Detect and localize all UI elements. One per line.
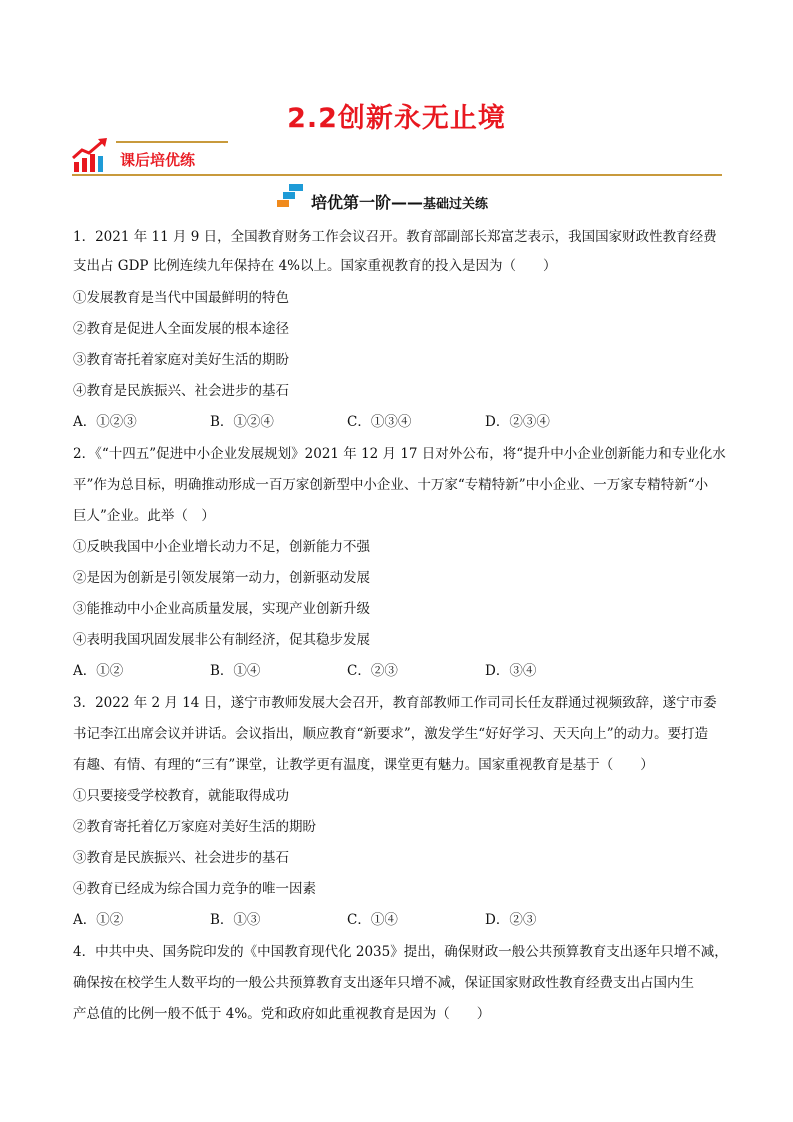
banner-bottom-rule <box>72 174 722 176</box>
option-b[interactable]: B．①④ <box>210 663 261 679</box>
question-stem-line: 平”作为总目标，明确推动形成一百万家创新型中小企业、十万家“专精特新”中小企业、一万家专精特新“小 <box>73 477 709 493</box>
statement: ①发展教育是当代中国最鲜明的特色 <box>73 290 289 306</box>
section-heading-text <box>311 190 488 213</box>
question-stem-line: 有趣、有情、有理的“三有”课堂，让教学更有温度，课堂更有魅力。国家重视教育是基于（ ） <box>73 757 654 773</box>
question-stem-line: 产总值的比例一般不低于 4%。党和政府如此重视教育是因为（ ） <box>73 1006 491 1022</box>
option-b[interactable]: B．①③ <box>210 912 261 928</box>
option-d[interactable]: D．②③④ <box>485 414 550 430</box>
statement: ④教育是民族振兴、社会进步的基石 <box>73 383 289 399</box>
section-sub: 基础过关练 <box>423 197 489 212</box>
option-b[interactable]: B．①②④ <box>210 414 274 430</box>
section-heading <box>275 182 575 210</box>
statement: ②是因为创新是引领发展第一动力，创新驱动发展 <box>73 570 370 586</box>
option-a[interactable]: A．①② <box>73 912 124 928</box>
statement: ②教育是促进人全面发展的根本途径 <box>73 321 289 337</box>
option-a[interactable]: A．①② <box>73 663 124 679</box>
option-d[interactable]: D．②③ <box>485 912 537 928</box>
option-c[interactable]: C．①③④ <box>347 414 412 430</box>
banner-top-rule <box>116 141 228 143</box>
rising-chart-icon <box>72 138 110 174</box>
section-banner <box>72 138 722 178</box>
banner-label: 课后培优练 <box>120 151 196 169</box>
question-stem-line: 3．2022 年 2 月 14 日，遂宁市教师发展大会召开，教育部教师工作司司长任友群通过视频致辞，遂宁市委 <box>73 695 717 711</box>
statement: ①只要接受学校教育，就能取得成功 <box>73 788 289 804</box>
option-a[interactable]: A．①②③ <box>73 414 137 430</box>
question-stem-line: 确保按在校学生人数平均的一般公共预算教育支出逐年只增不减，保证国家财政性教育经费支出占国内生 <box>73 975 694 991</box>
option-d[interactable]: D．③④ <box>485 663 537 679</box>
question-stem-line: 支出占 GDP 比例连续九年保持在 4%以上。国家重视教育的投入是因为（ ） <box>73 258 557 274</box>
question-stem-line: 书记李江出席会议并讲话。会议指出，顺应教育“新要求”，激发学生“好好学习、天天向上”的动力。要打造 <box>73 726 709 742</box>
statement: ④表明我国巩固发展非公有制经济，促其稳步发展 <box>73 632 370 648</box>
section-main: 培优第一阶 <box>311 193 392 212</box>
document-title: 2.2创新永无止境 <box>287 103 506 134</box>
question-stem-line: 1．2021 年 11 月 9 日，全国教育财务工作会议召开。教育部副部长郑富芝表示，我国国家财政性教育经费 <box>73 229 717 245</box>
statement: ②教育寄托着亿万家庭对美好生活的期盼 <box>73 819 316 835</box>
option-c[interactable]: C．②③ <box>347 663 398 679</box>
section-dash: —— <box>391 193 424 212</box>
question-stem-line: 巨人”企业。此举（ ） <box>73 508 215 524</box>
statement: ③能推动中小企业高质量发展，实现产业创新升级 <box>73 601 370 617</box>
statement: ③教育是民族振兴、社会进步的基石 <box>73 850 289 866</box>
option-c[interactable]: C．①④ <box>347 912 398 928</box>
stairs-icon <box>275 182 309 208</box>
statement: ①反映我国中小企业增长动力不足，创新能力不强 <box>73 539 370 555</box>
statement: ④教育已经成为综合国力竞争的唯一因素 <box>73 881 316 897</box>
question-stem-line: 4．中共中央、国务院印发的《中国教育现代化 2035》提出，确保财政一般公共预算教育支出逐年只增不减， <box>73 944 728 960</box>
question-stem-line: 2．《“十四五”促进中小企业发展规划》2021 年 12 月 17 日对外公布，将“提升中小企业创新能力和专业化水 <box>73 446 726 462</box>
statement: ③教育寄托着家庭对美好生活的期盼 <box>73 352 289 368</box>
